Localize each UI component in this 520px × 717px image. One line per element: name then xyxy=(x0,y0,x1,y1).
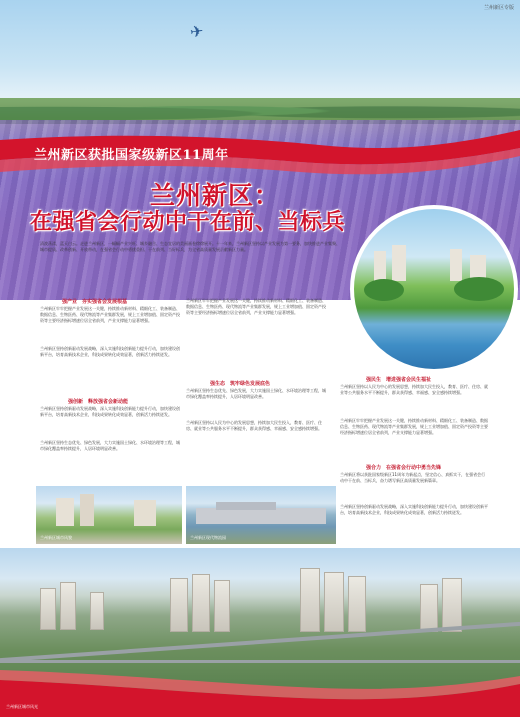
warehouse xyxy=(196,508,326,524)
building xyxy=(392,245,406,281)
airplane-icon: ✈ xyxy=(188,21,205,42)
building xyxy=(56,498,74,526)
building xyxy=(374,251,386,281)
city-park-photo xyxy=(36,486,182,544)
section4-text: 兰州新区坚持以人民为中心的发展思想，持续加大民生投入，教育、医疗、住房、就业等公共服务水平不断提升，群众获得感、幸福感、安全感持续增强。 xyxy=(340,384,488,395)
building xyxy=(170,578,188,632)
building xyxy=(90,592,104,630)
section5-heading: 强合力 在强省会行动中勇当先锋 xyxy=(366,465,442,471)
section1-text-more: 兰州新区坚持创新驱动发展战略，深入实施科技创新能力提升行动，加快建设创新平台，培育高新技术企业，科技成果转化成效显著，创新活力持续迸发。 xyxy=(40,346,180,357)
building xyxy=(134,500,156,526)
building xyxy=(420,584,438,632)
red-bottom-swoosh xyxy=(0,640,520,717)
headline-line2: 在强省会行动中干在前、当标兵 xyxy=(30,209,346,235)
tree xyxy=(364,279,404,301)
section3-text-more: 兰州新区坚持以人民为中心的发展思想，持续加大民生投入，教育、医疗、住房、就业等公共服务水平不断提升，群众获得感、幸福感、安全感持续增强。 xyxy=(186,420,322,431)
section5-text: 兰州新区将以获批国家级新区11周年为新起点，坚定信心、真抓实干，在强省会行动中干在前、当标兵，奋力谱写新区高质量发展新篇章。 xyxy=(340,472,486,483)
section5-text-more: 兰州新区坚持创新驱动发展战略，深入实施科技创新能力提升行动，加快建设创新平台，培育高新技术企业，科技成果转化成效显著，创新活力持续迸发。 xyxy=(340,504,488,515)
bottom-photo-caption: 兰州新区城市风光 xyxy=(6,704,38,709)
section4-text-more: 兰州新区牢牢把握产业发展这一关键，持续推动新材料、精细化工、装备制造、数据信息、生物医药、现代物流等产业集群发展，规上工业增加值、固定资产投资等主要经济指标增速位居全省前列，产业支撑能力显著增强。 xyxy=(340,418,488,435)
building xyxy=(300,568,320,632)
section1-heading: 强产业 夯实强省会发展根基 xyxy=(62,299,128,305)
building xyxy=(442,578,462,632)
headline-line1: 兰州新区： xyxy=(150,181,281,210)
section2-text-more: 兰州新区坚持生态优先、绿色发展，大力实施国土绿化、水环境治理等工程，城市绿化覆盖率持续提升，人居环境明显改善。 xyxy=(40,440,180,451)
warehouse-roof xyxy=(216,502,276,510)
building xyxy=(214,580,230,632)
building xyxy=(80,494,94,526)
building xyxy=(348,576,366,632)
photo-caption: 兰州新区城市风貌 xyxy=(40,535,72,540)
section-tag: 兰州新区专版 xyxy=(483,5,514,11)
logistics-park-photo xyxy=(186,486,336,544)
building xyxy=(450,249,462,281)
section2-heading: 强创新 释放强省会新动能 xyxy=(68,399,129,405)
circular-park-photo xyxy=(350,205,518,373)
banner-title: 兰州新区获批国家级新区11周年 xyxy=(34,148,229,163)
intro-text: 清波荡漾，蓝天白云。走进兰州新区，一幅幅产业兴旺、城乡融合、生态宜居的美丽画卷徐徐展开。十一年来，兰州新区坚持以产业发展为第一要务，加快推进产业集聚、城市提质、改革创新、开放带动，在强省会行动中勇挑重担、干在前列、当好标兵，为全省高质量发展贡献新区力量。 xyxy=(40,241,340,253)
building xyxy=(40,588,56,630)
column2-text: 兰州新区牢牢把握产业发展这一关键，持续推动新材料、精细化工、装备制造、数据信息、生物医药、现代物流等产业集群发展，规上工业增加值、固定资产投资等主要经济指标增速位居全省前列，产业支撑能力显著增强。 xyxy=(186,298,326,315)
section2-text: 兰州新区坚持创新驱动发展战略，深入实施科技创新能力提升行动，加快建设创新平台，培育高新技术企业，科技成果转化成效显著，创新活力持续迸发。 xyxy=(40,406,180,417)
tree xyxy=(454,277,504,301)
section4-heading: 强民生 增进强省会民生福祉 xyxy=(366,377,432,383)
section3-heading: 强生态 筑牢绿色发展底色 xyxy=(210,381,271,387)
section3-text: 兰州新区坚持生态优先、绿色发展，大力实施国土绿化、水环境治理等工程，城市绿化覆盖率持续提升，人居环境明显改善。 xyxy=(186,388,326,399)
building xyxy=(60,582,76,630)
photo-caption: 兰州新区现代物流园 xyxy=(190,535,226,540)
building xyxy=(192,574,210,632)
building xyxy=(324,572,344,632)
section1-text: 兰州新区牢牢把握产业发展这一关键，持续推动新材料、精细化工、装备制造、数据信息、生物医药、现代物流等产业集群发展，规上工业增加值、固定资产投资等主要经济指标增速位居全省前列，产业支撑能力显著增强。 xyxy=(40,306,180,323)
